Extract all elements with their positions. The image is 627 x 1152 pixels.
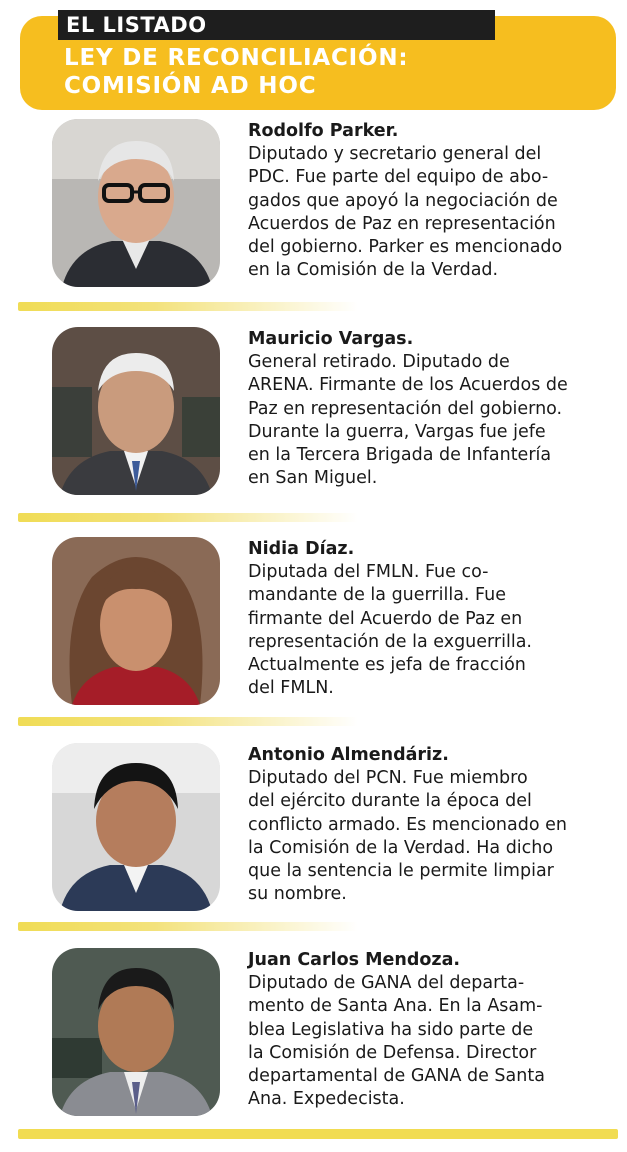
bio-line: Paz en representación del gobierno. [248, 398, 563, 419]
bio-line: del ejército durante la época del [248, 791, 532, 812]
bio-line: General retirado. Diputado de [248, 352, 510, 373]
bio-line: su nombre. [248, 884, 347, 905]
person-bio-1 [248, 120, 608, 282]
bio-line: PDC. Fue parte del equipo de abo- [248, 167, 549, 188]
portrait-photo-1 [52, 119, 220, 287]
bio-line: la Comisión de Defensa. Director [248, 1042, 537, 1063]
person-bio-3 [248, 538, 608, 700]
person-name: Rodolfo Parker. [248, 121, 399, 141]
person-name: Nidia Díaz. [248, 539, 355, 559]
divider [18, 302, 358, 311]
bio-line: que la sentencia le permite limpiar [248, 861, 554, 882]
portrait-graphic-2 [52, 327, 220, 495]
divider [18, 513, 358, 522]
bio-line: en la Tercera Brigada de Infantería [248, 445, 552, 466]
divider [18, 717, 358, 726]
page-title [64, 44, 604, 100]
bio-line: gados que apoyó la negociación de [248, 190, 558, 211]
bio-line: en la Comisión de la Verdad. [248, 260, 499, 281]
bio-line: Diputado y secretario general del [248, 144, 542, 165]
bio-line: Acuerdos de Paz en representación [248, 213, 556, 234]
bio-line: ARENA. Firmante de los Acuerdos de [248, 375, 568, 396]
bio-line: Diputado de GANA del departa- [248, 973, 525, 994]
bio-line: en San Miguel. [248, 468, 378, 489]
person-bio-4 [248, 744, 608, 906]
bio-line: conflicto armado. Es mencionado en [248, 814, 567, 835]
bio-line: Actualmente es jefa de fracción [248, 655, 526, 676]
portrait-photo-5 [52, 948, 220, 1116]
portrait-photo-3 [52, 537, 220, 705]
divider [18, 922, 358, 931]
bio-line: Diputado del PCN. Fue miembro [248, 768, 528, 789]
portrait-graphic-5 [52, 948, 220, 1116]
section-kicker: EL LISTADO [58, 10, 495, 40]
person-bio-2 [248, 328, 608, 490]
bio-line: firmante del Acuerdo de Paz en [248, 608, 523, 629]
title-line-2: COMISIÓN AD HOC [64, 73, 317, 99]
bio-line: blea Legislativa ha sido parte de [248, 1019, 534, 1040]
person-bio-5 [248, 949, 608, 1111]
portrait-graphic-4 [52, 743, 220, 911]
bio-line: mandante de la guerrilla. Fue [248, 585, 507, 606]
portrait-graphic-1 [52, 119, 220, 287]
bio-line: mento de Santa Ana. En la Asam- [248, 996, 543, 1017]
bio-line: del gobierno. Parker es mencionado [248, 237, 563, 258]
title-line-1: LEY DE RECONCILIACIÓN: [64, 45, 409, 71]
bio-line: Ana. Expedecista. [248, 1089, 405, 1110]
bio-line: representación de la exguerrilla. [248, 631, 532, 652]
bio-line: departamental de GANA de Santa [248, 1066, 545, 1087]
bottom-divider [18, 1129, 618, 1139]
bio-line: Durante la guerra, Vargas fue jefe [248, 421, 546, 442]
bio-line: del FMLN. [248, 678, 334, 699]
person-name: Juan Carlos Mendoza. [248, 950, 461, 970]
portrait-photo-4 [52, 743, 220, 911]
bio-line: la Comisión de la Verdad. Ha dicho [248, 837, 554, 858]
bio-line: Diputada del FMLN. Fue co- [248, 562, 489, 583]
person-name: Mauricio Vargas. [248, 329, 414, 349]
person-name: Antonio Almendáriz. [248, 745, 449, 765]
portrait-photo-2 [52, 327, 220, 495]
portrait-graphic-3 [52, 537, 220, 705]
